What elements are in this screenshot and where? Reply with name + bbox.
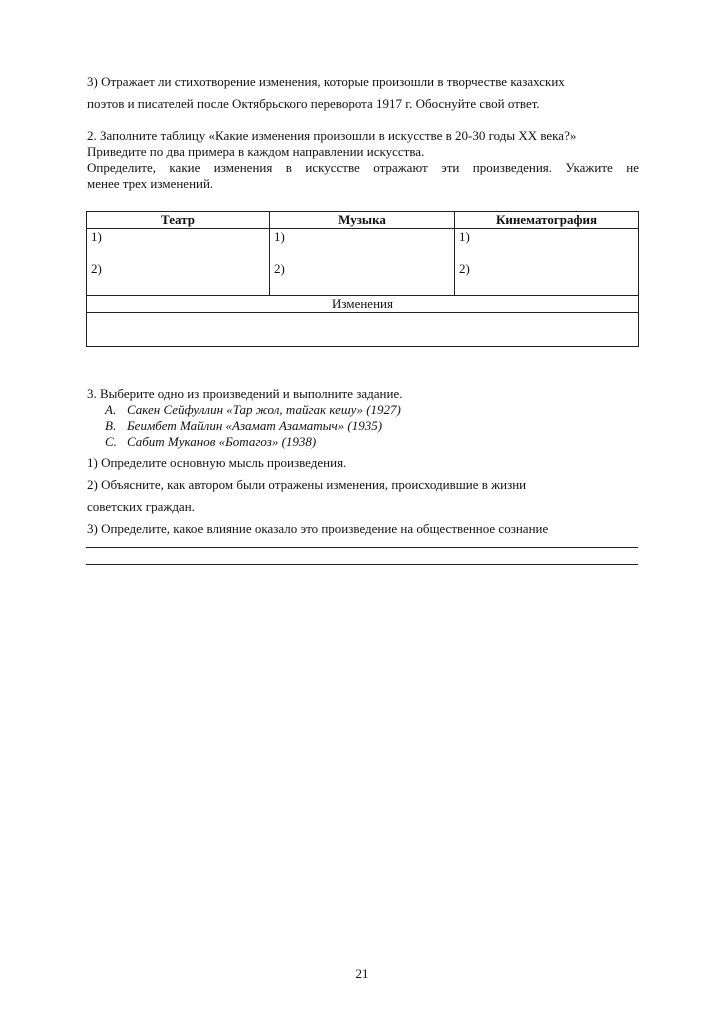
slot-1: 1)	[91, 229, 102, 244]
art-changes-table	[86, 211, 639, 347]
option-letter: B.	[105, 418, 117, 433]
option-text: Сабит Муканов «Ботагоз» (1938)	[127, 434, 317, 449]
text-line: 3. Выберите одно из произведений и выполните задание.	[87, 386, 403, 401]
music-answer-cell[interactable]	[270, 229, 455, 296]
task-3-questions	[87, 452, 639, 540]
list-item	[105, 402, 401, 418]
text-line: 2) Объясните, как автором были отражены изменения, происходившие в жизни	[87, 477, 527, 492]
option-letter: A.	[105, 402, 117, 417]
option-text: Сакен Сейфуллин «Тар жол, тайгак кешу» (1927)	[127, 402, 401, 417]
text-line: советских граждан.	[87, 499, 195, 514]
column-header-theatre: Театр	[87, 212, 270, 229]
list-item	[105, 418, 401, 434]
task-2-instructions	[87, 128, 639, 192]
question-3-previous	[87, 71, 639, 115]
list-item	[105, 434, 401, 450]
slot-2: 2)	[274, 261, 285, 276]
changes-header: Изменения	[87, 296, 639, 313]
text-line: Приведите по два примера в каждом направлении искусства.	[87, 144, 425, 159]
column-header-music: Музыка	[270, 212, 455, 229]
text-line: 3) Отражает ли стихотворение изменения, которые произошли в творчестве казахских	[87, 74, 565, 89]
text-line: 2. Заполните таблицу «Какие изменения произошли в искусстве в 20-30 годы XX века?»	[87, 128, 577, 143]
text-line: 1) Определите основную мысль произведения.	[87, 455, 347, 470]
slot-1: 1)	[459, 229, 470, 244]
cinema-answer-cell[interactable]	[455, 229, 639, 296]
text-line: Определите, какие изменения в искусстве отражают эти произведения. Укажите не	[87, 160, 639, 175]
theatre-answer-cell[interactable]	[87, 229, 270, 296]
changes-answer-cell[interactable]	[87, 313, 639, 347]
table-header-row	[87, 212, 639, 229]
text-line: 3) Определите, какое влияние оказало это произведение на общественное сознание	[87, 521, 549, 536]
table-row	[87, 296, 639, 313]
slot-2: 2)	[91, 261, 102, 276]
option-letter: C.	[105, 434, 117, 449]
column-header-cinema: Кинематография	[455, 212, 639, 229]
slot-1: 1)	[274, 229, 285, 244]
option-text: Беимбет Майлин «Азамат Азаматыч» (1935)	[127, 418, 383, 433]
page-number: 21	[355, 966, 369, 981]
works-options-list	[105, 402, 401, 450]
table-row	[87, 313, 639, 347]
table-row	[87, 229, 639, 296]
answer-line[interactable]	[86, 547, 638, 548]
answer-line[interactable]	[86, 564, 638, 565]
text-line: менее трех изменений.	[87, 176, 214, 191]
task-3-intro	[87, 386, 639, 402]
text-line: поэтов и писателей после Октябрьского переворота 1917 г. Обоснуйте свой ответ.	[87, 96, 540, 111]
slot-2: 2)	[459, 261, 470, 276]
